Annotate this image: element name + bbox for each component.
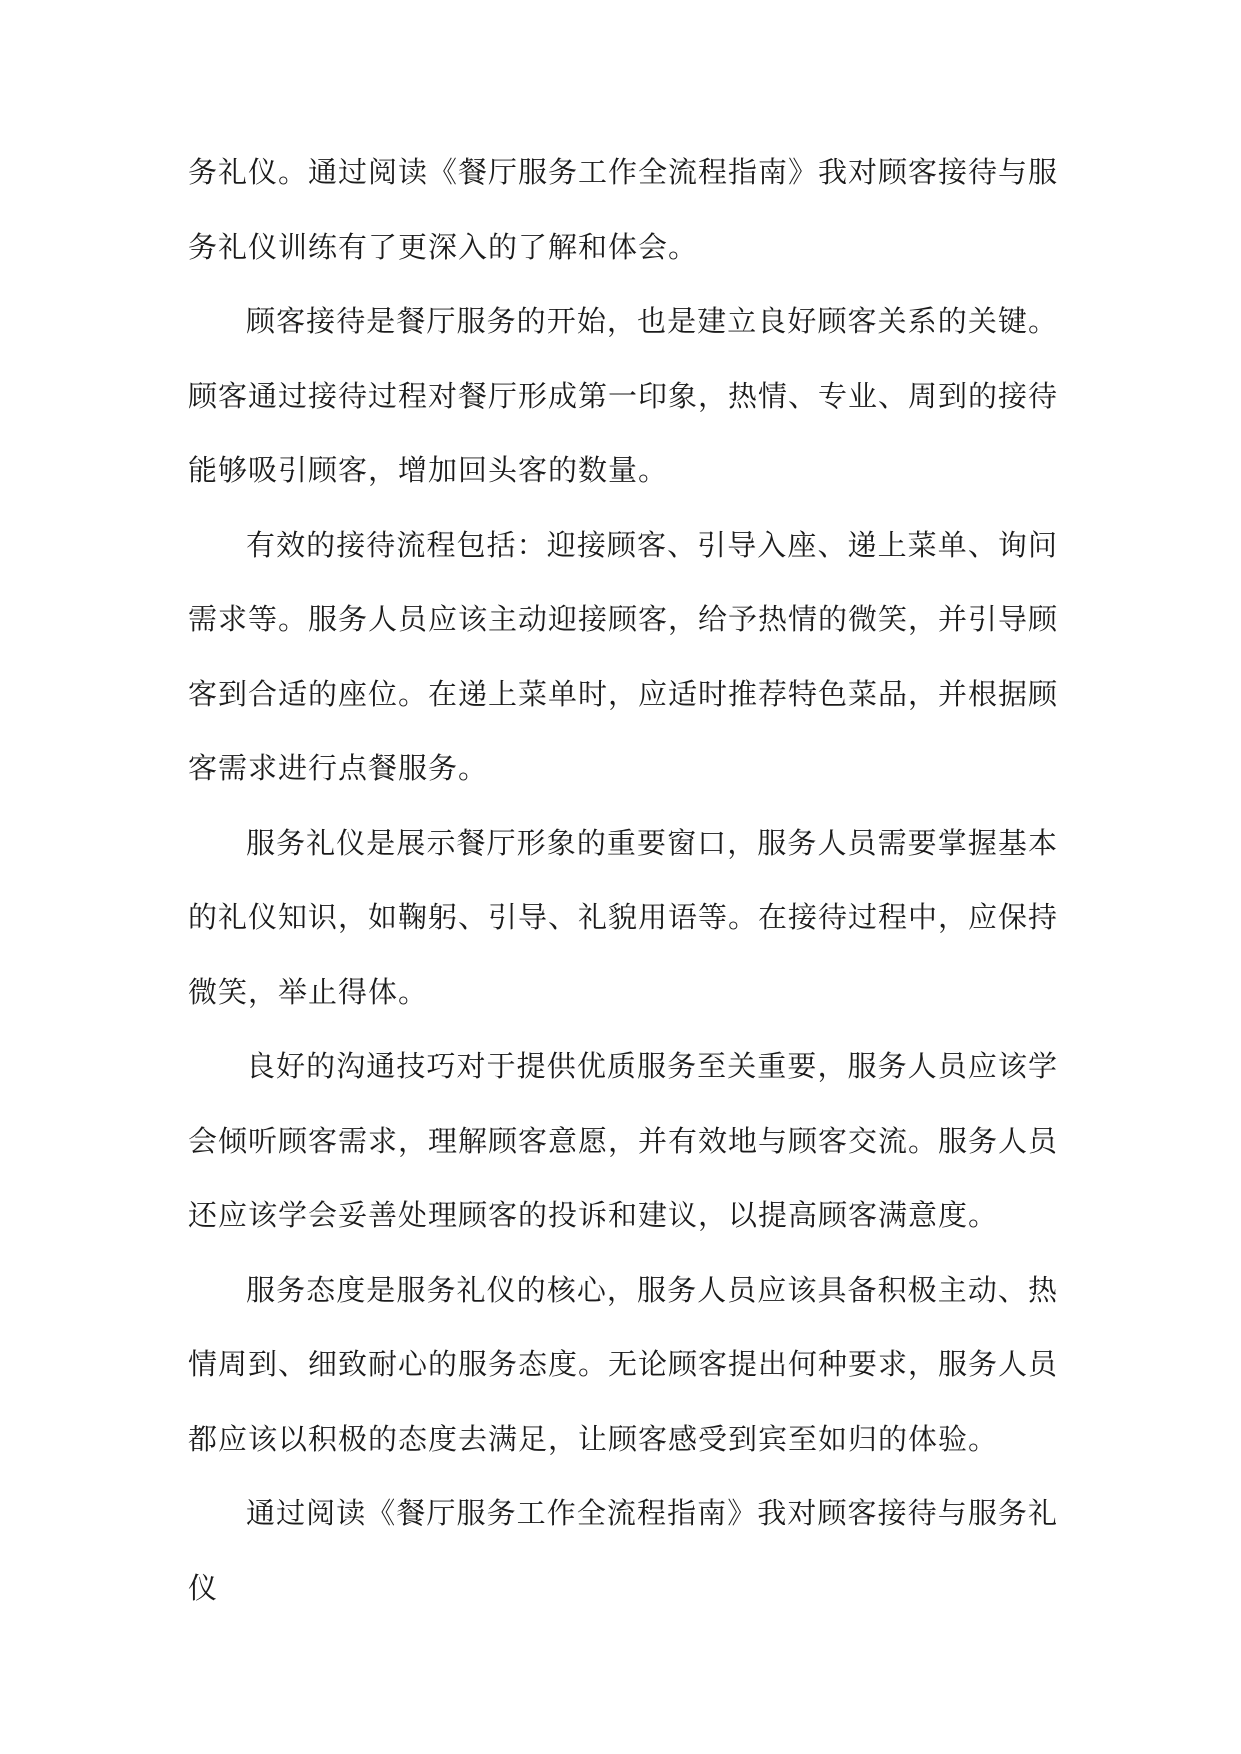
paragraph-service-etiquette: 服务礼仪是展示餐厅形象的重要窗口，服务人员需要掌握基本的礼仪知识，如鞠躬、引导、礼貌用语等。在接待过程中，应保持微笑，举止得体。 <box>188 825 1059 1009</box>
paragraph-reception: 顾客接待是餐厅服务的开始，也是建立良好顾客关系的关键。顾客通过接待过程对餐厅形成第一印象，热情、专业、周到的接待能够吸引顾客，增加回头客的数量。 <box>188 304 1059 487</box>
paragraph-communication: 良好的沟通技巧对于提供优质服务至关重要，服务人员应该学会倾听顾客需求，理解顾客意愿，并有效地与顾客交流。服务人员还应该学会妥善处理顾客的投诉和建议，以提高顾客满意度。 <box>188 1049 1059 1232</box>
paragraph-conclusion: 通过阅读《餐厅服务工作全流程指南》我对顾客接待与服务礼仪 <box>188 1496 1058 1605</box>
paragraph-reception-process: 有效的接待流程包括：迎接顾客、引导入座、递上菜单、询问需求等。服务人员应该主动迎接顾客，给予热情的微笑，并引导顾客到合适的座位。在递上菜单时，应适时推荐特色菜品，并根据顾客需求进行点餐服务。 <box>188 527 1059 785</box>
paragraph-continued: 务礼仪。通过阅读《餐厅服务工作全流程指南》我对顾客接待与服务礼仪训练有了更深入的了解和体会。 <box>188 155 1059 264</box>
document-body <box>188 135 1058 1625</box>
paragraph-service-attitude: 服务态度是服务礼仪的核心，服务人员应该具备积极主动、热情周到、细致耐心的服务态度。无论顾客提出何种要求，服务人员都应该以积极的态度去满足，让顾客感受到宾至如归的体验。 <box>188 1272 1059 1456</box>
